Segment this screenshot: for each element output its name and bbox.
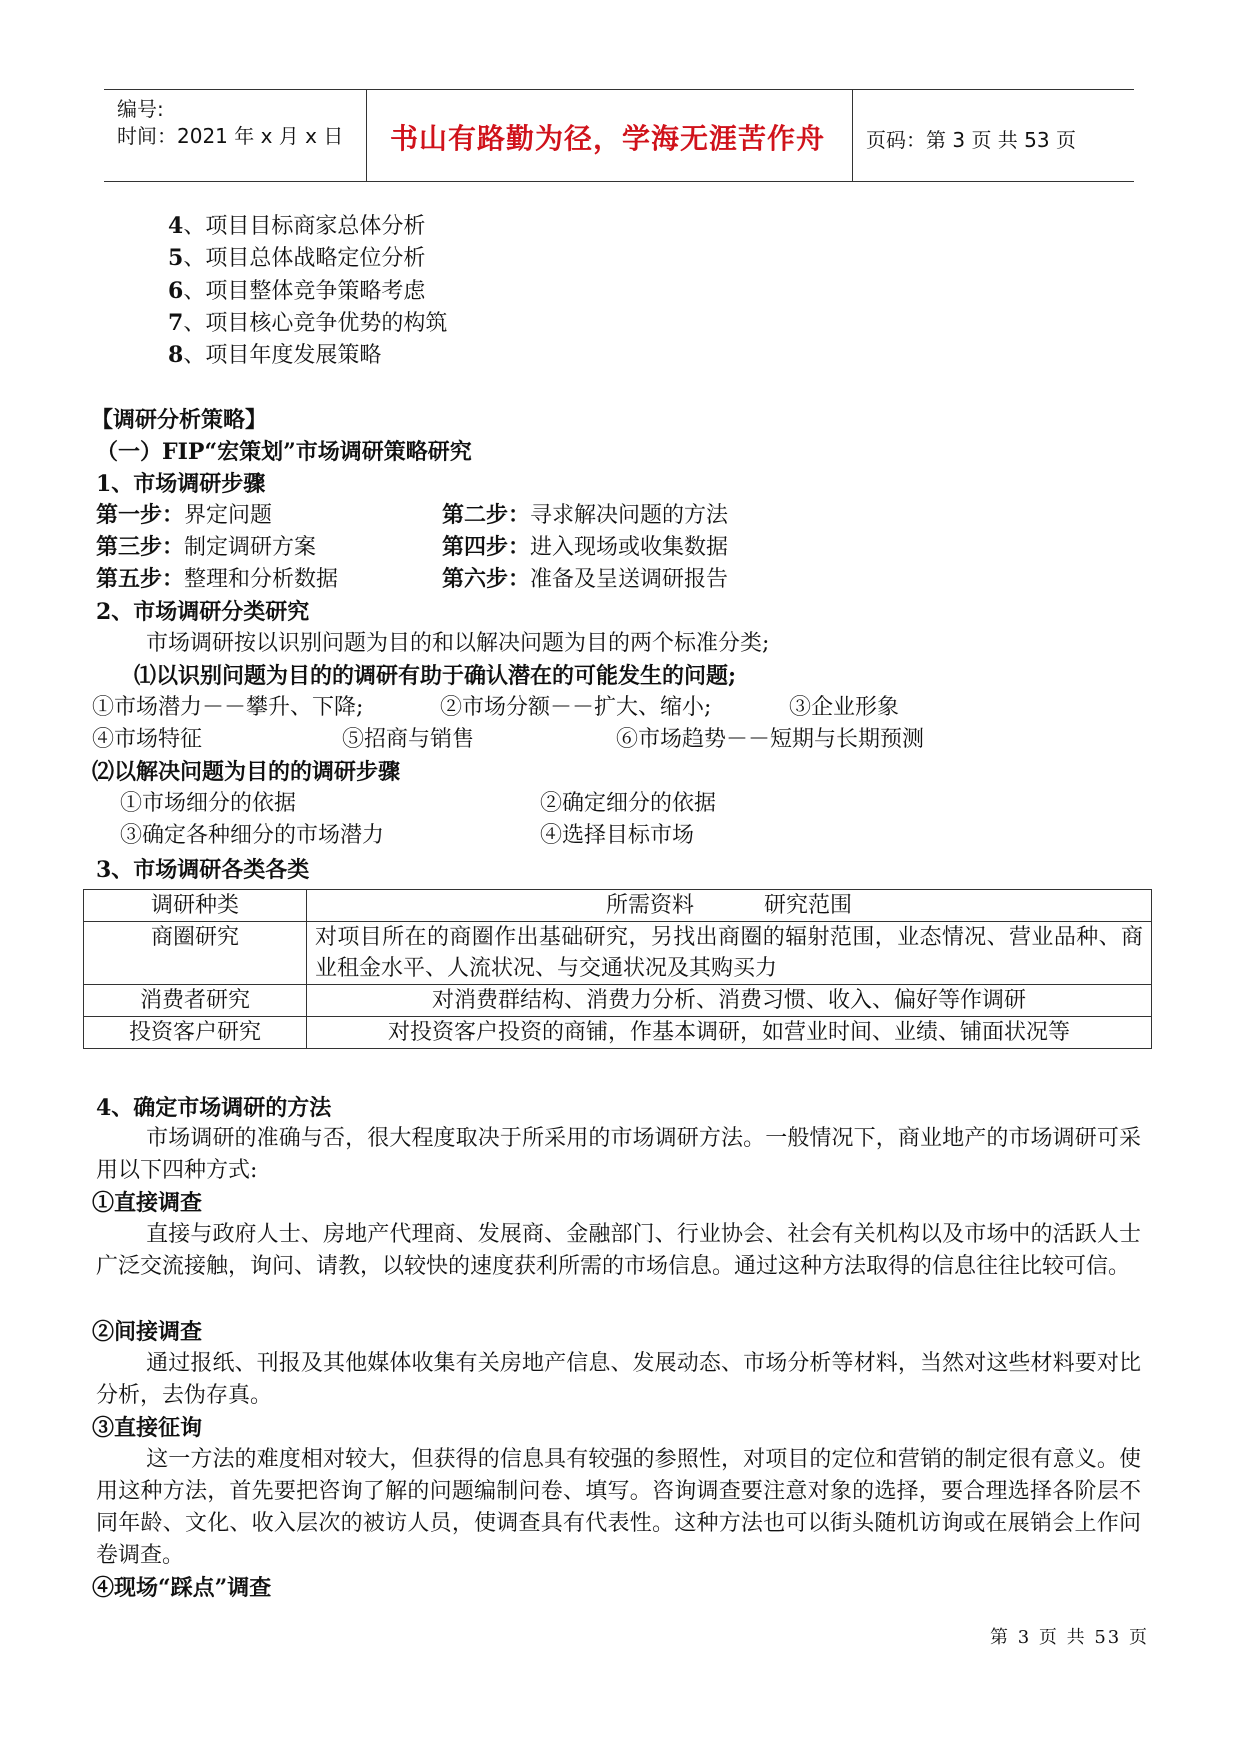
step-text: 制定调研方案 bbox=[184, 535, 317, 560]
method-title: ④现场“踩点”调查 bbox=[92, 1575, 272, 1601]
outline-item bbox=[168, 276, 425, 307]
header-divider-right bbox=[852, 89, 853, 181]
header-time-label: 时间：2021 年 x 月 x 日 bbox=[117, 124, 344, 148]
step-label: 第四步： bbox=[442, 534, 531, 560]
solve-item: ③确定各种细分的市场潜力 bbox=[120, 823, 385, 848]
header-divider-left bbox=[366, 89, 367, 181]
subsection-title: （一）FIP“宏策划”市场调研策略研究 bbox=[96, 439, 472, 465]
table-header-cell: 所需资料 研究范围 bbox=[307, 890, 1152, 922]
table-row bbox=[84, 1017, 1152, 1049]
table-row bbox=[84, 922, 1152, 985]
method-body-text: 这一方法的难度相对较大，但获得的信息具有较强的参照性，对项目的定位和营销的制定很有意义。使用这种方法，首先要把咨询了解的问题编制问卷、填写。咨询调查要注意对象的选择，要合理选择各阶层不同年龄、文化、收入层次的被访人员，使调查具有代表性。这种方法也可以街头随机访询或在展销会上作问卷调查。 bbox=[96, 1447, 1141, 1568]
solve-item: ①市场细分的依据 bbox=[120, 791, 297, 816]
step-item bbox=[96, 564, 338, 595]
method-body bbox=[96, 1219, 1141, 1283]
step-text: 准备及呈送调研报告 bbox=[530, 567, 729, 592]
outline-item bbox=[168, 308, 447, 339]
header-number-label: 编号: bbox=[117, 97, 164, 121]
outline-item-text: 、项目总体战略定位分析 bbox=[183, 246, 426, 271]
table-header-cell: 调研种类 bbox=[84, 890, 307, 922]
step-text: 整理和分析数据 bbox=[184, 567, 339, 592]
identify-item: ①市场潜力－－攀升、下降; bbox=[92, 695, 364, 720]
classify-intro: 市场调研按以识别问题为目的和以解决问题为目的两个标准分类; bbox=[146, 631, 770, 656]
outline-item-text: 、项目整体竞争策略考虑 bbox=[183, 279, 426, 304]
types-heading: 3、市场调研各类各类 bbox=[96, 857, 310, 883]
identify-item: ⑥市场趋势－－短期与长期预测 bbox=[616, 727, 925, 752]
identify-heading: ⑴以识别问题为目的的调研有助于确认潜在的可能发生的问题; bbox=[134, 663, 737, 689]
solve-item: ④选择目标市场 bbox=[540, 823, 695, 848]
outline-item bbox=[168, 340, 381, 371]
outline-item-number: 5 bbox=[168, 245, 184, 271]
identify-item: ⑤招商与销售 bbox=[342, 727, 475, 752]
step-text: 寻求解决问题的方法 bbox=[530, 503, 729, 528]
table-cell-desc: 对项目所在的商圈作出基础研究，另找出商圈的辐射范围，业态情况、营业品种、商业租金水平、人流状况、与交通状况及其购买力 bbox=[307, 922, 1152, 985]
table-cell-type: 消费者研究 bbox=[84, 985, 307, 1017]
methods-intro bbox=[96, 1123, 1141, 1187]
step-label: 第三步： bbox=[96, 534, 185, 560]
step-item bbox=[96, 500, 272, 531]
outline-item-text: 、项目目标商家总体分析 bbox=[183, 214, 426, 239]
step-heading: 1、市场调研步骤 bbox=[96, 471, 266, 497]
table-cell-type: 商圈研究 bbox=[84, 922, 307, 985]
table-cell-desc: 对投资客户投资的商铺，作基本调研，如营业时间、业绩、铺面状况等 bbox=[307, 1017, 1152, 1049]
page-footer: 第 3 页 共 53 页 bbox=[990, 1627, 1149, 1648]
classify-heading: 2、市场调研分类研究 bbox=[96, 599, 310, 625]
header-page-label: 页码：第 3 页 共 53 页 bbox=[866, 128, 1076, 152]
table-cell-desc: 对消费群结构、消费力分析、消费习惯、收入、偏好等作调研 bbox=[307, 985, 1152, 1017]
step-label: 第五步： bbox=[96, 566, 185, 592]
research-types-table bbox=[83, 889, 1152, 1049]
solve-item: ②确定细分的依据 bbox=[540, 791, 717, 816]
header-bottom-rule bbox=[104, 181, 1134, 182]
table-cell-type: 投资客户研究 bbox=[84, 1017, 307, 1049]
step-text: 界定问题 bbox=[184, 503, 273, 528]
step-item bbox=[442, 532, 728, 563]
method-title: ②间接调查 bbox=[92, 1319, 203, 1345]
method-body-text: 直接与政府人士、房地产代理商、发展商、金融部门、行业协会、社会有关机构以及市场中的活跃人士广泛交流接触，询问、请教，以较快的速度获利所需的市场信息。通过这种方法取得的信息往往比较可信。 bbox=[96, 1222, 1141, 1279]
outline-item-number: 8 bbox=[168, 342, 184, 368]
identify-item: ②市场分额－－扩大、缩小; bbox=[440, 695, 712, 720]
table-header-row bbox=[84, 890, 1152, 922]
section-title: 【调研分析策略】 bbox=[91, 407, 268, 433]
method-body-text: 通过报纸、刊报及其他媒体收集有关房地产信息、发展动态、市场分析等材料，当然对这些材料要对比分析，去伪存真。 bbox=[96, 1351, 1141, 1408]
method-title: ③直接征询 bbox=[92, 1415, 203, 1441]
header-top-rule bbox=[104, 89, 1134, 90]
outline-item-number: 7 bbox=[168, 310, 184, 336]
outline-item-text: 、项目年度发展策略 bbox=[183, 343, 382, 368]
outline-item-number: 6 bbox=[168, 278, 184, 304]
outline-item bbox=[168, 211, 425, 242]
step-item bbox=[96, 532, 316, 563]
step-label: 第六步： bbox=[442, 566, 531, 592]
methods-intro-text: 市场调研的准确与否，很大程度取决于所采用的市场调研方法。一般情况下，商业地产的市场调研可采用以下四种方式: bbox=[96, 1126, 1141, 1183]
outline-item-number: 4 bbox=[168, 213, 184, 239]
method-body bbox=[96, 1348, 1141, 1412]
identify-item: ③企业形象 bbox=[789, 695, 900, 720]
header-motto: 书山有路勤为径，学海无涯苦作舟 bbox=[390, 122, 826, 155]
step-item bbox=[442, 564, 728, 595]
solve-heading: ⑵以解决问题为目的的调研步骤 bbox=[92, 759, 401, 785]
table-row bbox=[84, 985, 1152, 1017]
method-title: ①直接调查 bbox=[92, 1190, 203, 1216]
step-label: 第二步： bbox=[442, 502, 531, 528]
methods-heading: 4、确定市场调研的方法 bbox=[96, 1095, 332, 1121]
step-item bbox=[442, 500, 728, 531]
identify-item: ④市场特征 bbox=[92, 727, 203, 752]
outline-item-text: 、项目核心竞争优势的构筑 bbox=[183, 311, 448, 336]
step-text: 进入现场或收集数据 bbox=[530, 535, 729, 560]
outline-item bbox=[168, 243, 425, 274]
method-body bbox=[96, 1444, 1141, 1572]
step-label: 第一步： bbox=[96, 502, 185, 528]
